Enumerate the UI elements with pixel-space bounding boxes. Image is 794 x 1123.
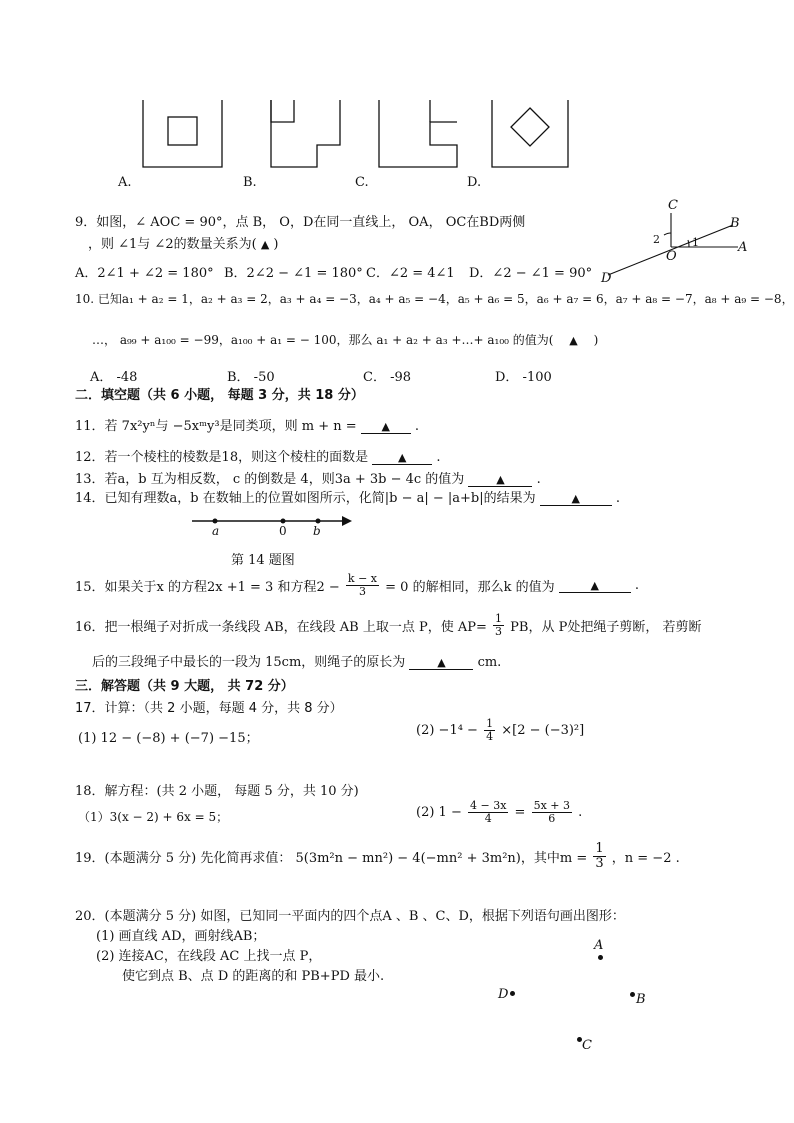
q12-text: 12．若一个棱柱的棱数是18，则这个棱柱的面数是 [75,450,369,465]
q16-fraction-den: 3 [495,625,503,638]
q9-label-b: B [730,216,740,231]
q16-text: 16．把一根绳子对折成一条线段 AB，在线段 AB 上取一点 P，使 AP= [75,620,487,635]
q16-mid: PB，从 P处把绳子剪断， 若剪断 [510,620,702,635]
q17-part2 [416,718,584,743]
q18-part2 [416,800,582,825]
q8-option-d: D. [467,175,482,190]
q18-part2-post: . [578,805,583,820]
q18-fraction-1 [468,800,508,825]
q17-fraction-den: 4 [486,730,494,743]
q20-title: 20．(本题满分 5 分) 如图，已知同一平面内的四个点A 、B 、C、D，根据下列语句画出图形： [75,909,625,924]
q9-option-d: D．∠2 − ∠1 = 90° [469,266,593,281]
q15-answer-blank: ▲ [559,579,631,593]
q8-option-b: B. [243,175,257,190]
q8-figure-d [492,100,568,167]
q10-line1: 10. 已知a₁ + a₂ = 1，a₂ + a₃ = 2，a₃ + a₄ = −3，a₄ + a₅ = −4，a₅ + a₆ = 5，a₆ + a₇ = 6，a₇ + a₈ = −7，a₈ + a₉ = −8， [75,292,794,306]
q11 [75,415,419,434]
q9-angle2-arc [664,233,671,235]
q19 [75,842,680,871]
q20-step2b: 使它到点 B、点 D 的距离的和 PB+PD 最小. [122,969,385,984]
q19-fraction-num: 1 [595,841,604,856]
q17-part1: (1) 12 − (−8) + (−7) −15； [78,731,259,746]
q20-label-a: A [594,938,604,953]
q15 [75,573,639,598]
q12-answer-blank: ▲ [372,451,432,465]
q20-label-b: B [636,992,646,1007]
q8-figures [0,0,794,180]
q9-stem-b-text: ，则 ∠1与 ∠2的数量关系为( [88,237,257,252]
q20-label-d: D [498,987,509,1002]
q9-label-c: C [668,198,678,213]
q18-part2-text: (2) 1 − [416,805,462,820]
q8-figure-b [271,100,340,167]
q18-equals: = [514,805,526,820]
q10-close: ) [593,333,599,347]
q16-line1 [75,613,701,638]
q20-point-b [630,992,635,997]
q19-text: 19．(本题满分 5 分) 先化简再求值： 5(3m²n − mn²) − 4(−mn² + 3m²n)，其中m = [75,851,588,866]
q8-figure-c [379,100,457,167]
q17-title: 17．计算：（共 2 小题，每题 4 分，共 8 分） [75,701,343,716]
q18-fraction-2-den: 6 [548,812,556,825]
q14-label-zero: 0 [279,524,287,538]
q9-label-o: O [666,249,677,264]
q11-answer-blank: ▲ [361,420,411,434]
q9-stem-a: 9．如图，∠ AOC = 90°，点 B， O，D在同一直线上， OA， OC在BD两侧 [75,215,526,230]
q18-title: 18．解方程：(共 2 小题， 每题 5 分，共 10 分) [75,784,359,799]
q18-fraction-1-num: 4 − 3x [469,799,507,812]
q10-triangle: ▲ [569,334,578,347]
q14-label-a: a [212,524,220,538]
q13-text: 13．若a，b 互为相反数， c 的倒数是 4，则3a + 3b − 4c 的值为 [75,472,469,487]
q8-figure-a [143,100,222,167]
q18-fraction-2-num: 5x + 3 [533,799,571,812]
q10-line2 [92,331,598,348]
q16-line2-post: cm. [477,655,502,670]
q14-label-b: b [313,524,321,538]
q16-fraction [493,613,504,638]
q20-point-a [598,955,603,960]
q13 [75,468,541,487]
q9-label-a: A [738,240,748,255]
q9-stem-b [88,233,279,252]
q20-label-c: C [582,1038,592,1053]
q14-post: . [615,491,621,506]
q14 [75,487,620,506]
q16-line2-text: 后的三段绳子中最长的一段为 15cm，则绳子的原长为 [92,655,410,670]
q10-option-c: C． -98 [363,370,412,385]
q14-answer-blank: ▲ [540,492,612,506]
q16-answer-blank: ▲ [409,656,473,670]
q11-post: . [414,419,420,434]
q14-point-b [316,519,321,524]
q10-line2-text: …， a₉₉ + a₁₀₀ = −99，a₁₀₀ + a₁ = − 100，那么 a₁ + a₂ + a₃ +…+ a₁₀₀ 的值为( [92,333,554,347]
q8-option-a: A. [118,175,132,190]
q8-option-c: C. [355,175,369,190]
q17-part2-text: (2) −1⁴ − [416,723,478,738]
q9-triangle: ▲ [260,238,270,251]
section-2-heading: 二．填空题（共 6 小题， 每题 3 分，共 18 分） [75,388,364,403]
q15-fraction-num: k − x [347,572,377,585]
q19-post: ，n = −2 . [611,851,680,866]
q15-text: 15．如果关于x 的方程2x +1 = 3 和方程2 − [75,580,340,595]
q20-step1: (1) 画直线 AD，画射线AB； [96,929,266,944]
q15-fraction [346,573,379,598]
q14-caption: 第 14 题图 [231,553,295,568]
section-3-heading: 三．解答题（共 9 大题， 共 72 分） [75,679,294,694]
q19-fraction-den: 3 [595,856,604,871]
q9-option-a: A．2∠1 + ∠2 = 180° [75,266,214,281]
q15-post: . [634,578,640,593]
q14-point-zero [281,519,286,524]
q9-label-1: 1 [692,236,699,249]
q10-option-a: A． -48 [90,370,138,385]
q18-fraction-2 [532,800,572,825]
q10-option-b: B． -50 [227,370,275,385]
q17-fraction [484,718,495,743]
q17-part2-post: ×[2 − (−3)²] [501,723,585,738]
q14-point-a [213,519,218,524]
q18-fraction-1-den: 4 [484,812,492,825]
q13-answer-blank: ▲ [468,473,532,487]
q17-fraction-num: 1 [486,717,494,730]
q9-option-b: B．2∠2 − ∠1 = 180° [224,266,363,281]
q19-fraction [593,842,605,871]
q15-fraction-den: 3 [358,585,366,598]
q9-option-c: C．∠2 = 4∠1 [366,266,455,281]
q10-option-d: D． -100 [495,370,552,385]
q18-part1: （1）3(x − 2) + 6x = 5； [78,810,229,824]
q15-mid: = 0 的解相同，那么k 的值为 [385,580,555,595]
q20-step2a: (2) 连接AC，在线段 AC 上找一点 P， [96,949,322,964]
q9-close: ) [273,237,279,252]
q16-fraction-num: 1 [495,612,503,625]
q11-text: 11．若 7x²yⁿ与 −5xᵐy³是同类项，则 m + n = [75,419,361,434]
q20-point-d [510,991,515,996]
q14-axis-arrow [342,516,352,526]
q9-label-d: D [601,271,612,286]
q16-line2 [92,651,501,670]
q12 [75,446,441,465]
q12-post: . [436,450,441,465]
q14-text: 14．已知有理数a，b 在数轴上的位置如图所示，化简|b − a| − |a+b|的结果为 [75,491,536,506]
q9-label-2: 2 [653,233,660,246]
q13-post: . [536,472,541,487]
